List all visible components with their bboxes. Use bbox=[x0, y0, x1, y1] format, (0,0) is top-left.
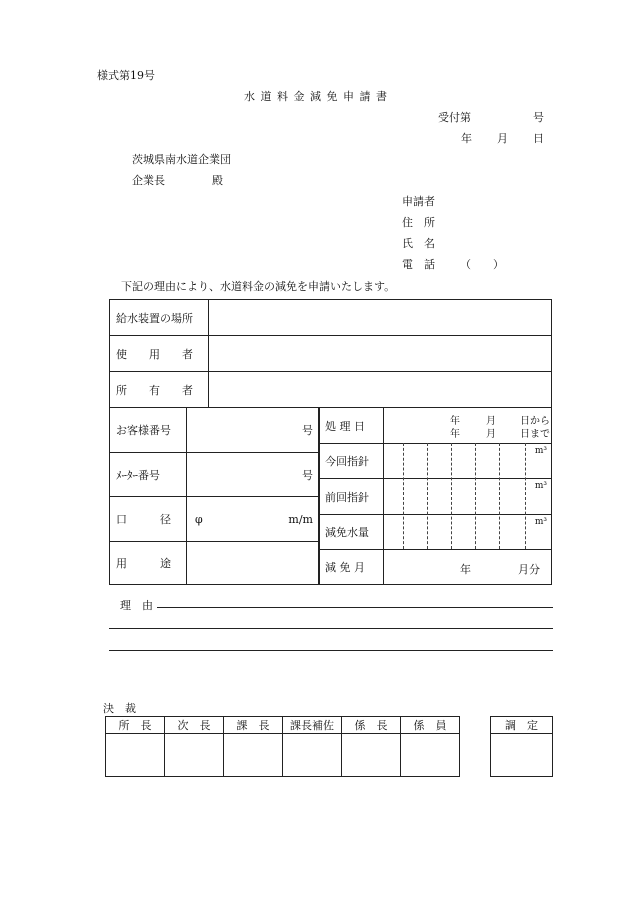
addressee-title: 企業長 bbox=[132, 174, 165, 187]
addressee-honorific: 殿 bbox=[212, 174, 223, 187]
digit-divider bbox=[525, 443, 526, 549]
customer-no-field[interactable] bbox=[187, 408, 319, 453]
form-number: 様式第19号 bbox=[97, 69, 155, 82]
meter-no-field[interactable] bbox=[187, 453, 319, 497]
digit-divider bbox=[451, 443, 452, 549]
stamp-box[interactable] bbox=[165, 734, 224, 777]
digit-divider bbox=[475, 443, 476, 549]
period-from-year: 年 bbox=[450, 416, 460, 427]
reduced-volume-unit: m³ bbox=[534, 517, 547, 527]
applicant-phone: 電 話 bbox=[402, 258, 435, 271]
applicant-address: 住 所 bbox=[402, 216, 435, 229]
diameter-label: 口 径 bbox=[110, 497, 187, 542]
stamp-box[interactable] bbox=[283, 734, 342, 777]
approval-col-deputy: 次 長 bbox=[165, 717, 224, 734]
user-label: 使 用 者 bbox=[110, 336, 209, 372]
customer-no-label: お客様番号 bbox=[110, 408, 187, 453]
date-month: 月 bbox=[497, 132, 508, 145]
reading-table bbox=[319, 407, 552, 585]
usage-label: 用 途 bbox=[110, 542, 187, 585]
approval-col-subsection-chief: 係 長 bbox=[342, 717, 401, 734]
location-label: 給水装置の場所 bbox=[110, 300, 209, 336]
period-to-year: 年 bbox=[450, 429, 460, 440]
date-day: 日 bbox=[533, 132, 544, 145]
user-field[interactable] bbox=[209, 336, 552, 372]
diameter-field[interactable] bbox=[187, 497, 319, 542]
location-field[interactable] bbox=[209, 300, 552, 336]
date-year: 年 bbox=[461, 132, 472, 145]
current-reading-field[interactable] bbox=[384, 444, 552, 479]
period-to-suffix: 日まで bbox=[520, 429, 550, 440]
approval-col-section-chief: 課 長 bbox=[224, 717, 283, 734]
approval-col-assistant-chief: 課長補佐 bbox=[283, 717, 342, 734]
diameter-symbol: φ bbox=[195, 512, 203, 526]
applicant-name: 氏 名 bbox=[402, 237, 435, 250]
stamp-box[interactable] bbox=[401, 734, 460, 777]
reduction-month-year: 年 bbox=[460, 563, 471, 576]
period-from-month: 月 bbox=[486, 416, 496, 427]
applicant-phone-paren: （ ） bbox=[460, 258, 504, 271]
usage-field[interactable] bbox=[187, 542, 319, 585]
diameter-unit: m/m bbox=[288, 512, 313, 526]
current-reading-label: 今回指針 bbox=[320, 444, 384, 479]
reduction-month-label: 減 免 月 bbox=[320, 550, 384, 585]
reason-line[interactable] bbox=[109, 650, 553, 651]
approval-col-director: 所 長 bbox=[106, 717, 165, 734]
meter-no-unit: 号 bbox=[302, 468, 313, 482]
reason-line[interactable] bbox=[109, 628, 553, 629]
reason-line[interactable] bbox=[157, 607, 553, 608]
reduction-month-field[interactable] bbox=[384, 550, 552, 585]
adjust-table bbox=[490, 716, 553, 777]
customer-table bbox=[109, 407, 319, 585]
stamp-box[interactable] bbox=[342, 734, 401, 777]
adjust-label: 調 定 bbox=[491, 717, 553, 734]
stamp-box[interactable] bbox=[224, 734, 283, 777]
previous-reading-field[interactable] bbox=[384, 479, 552, 515]
addressee-org: 茨城県南水道企業団 bbox=[132, 153, 231, 166]
intro-text: 下記の理由により、水道料金の減免を申請いたします。 bbox=[121, 280, 396, 293]
previous-reading-unit: m³ bbox=[534, 481, 547, 491]
meter-no-label: ﾒｰﾀｰ番号 bbox=[110, 453, 187, 497]
applicant-label: 申請者 bbox=[402, 195, 435, 208]
location-owner-table bbox=[109, 299, 552, 408]
receipt-label: 受付第 bbox=[438, 111, 471, 124]
current-reading-unit: m³ bbox=[534, 446, 547, 456]
period-to-month: 月 bbox=[486, 429, 496, 440]
approval-table bbox=[105, 716, 460, 777]
period-field[interactable] bbox=[384, 408, 552, 444]
period-label: 処 理 日 bbox=[320, 408, 384, 444]
receipt-unit: 号 bbox=[533, 111, 544, 124]
reduced-volume-field[interactable] bbox=[384, 515, 552, 550]
owner-label: 所 有 者 bbox=[110, 372, 209, 408]
approval-col-staff: 係 員 bbox=[401, 717, 460, 734]
adjust-stamp-box[interactable] bbox=[491, 734, 553, 777]
approval-label: 決 裁 bbox=[103, 702, 136, 715]
digit-divider bbox=[499, 443, 500, 549]
stamp-box[interactable] bbox=[106, 734, 165, 777]
period-from-suffix: 日から bbox=[520, 416, 550, 427]
digit-divider bbox=[427, 443, 428, 549]
reduced-volume-label: 減免水量 bbox=[320, 515, 384, 550]
owner-field[interactable] bbox=[209, 372, 552, 408]
reason-label: 理 由 bbox=[120, 599, 153, 612]
digit-divider bbox=[403, 443, 404, 549]
customer-no-unit: 号 bbox=[302, 424, 313, 437]
previous-reading-label: 前回指針 bbox=[320, 479, 384, 515]
reduction-month-month: 月分 bbox=[518, 563, 540, 576]
form-title: 水 道 料 金 減 免 申 請 書 bbox=[244, 90, 388, 103]
